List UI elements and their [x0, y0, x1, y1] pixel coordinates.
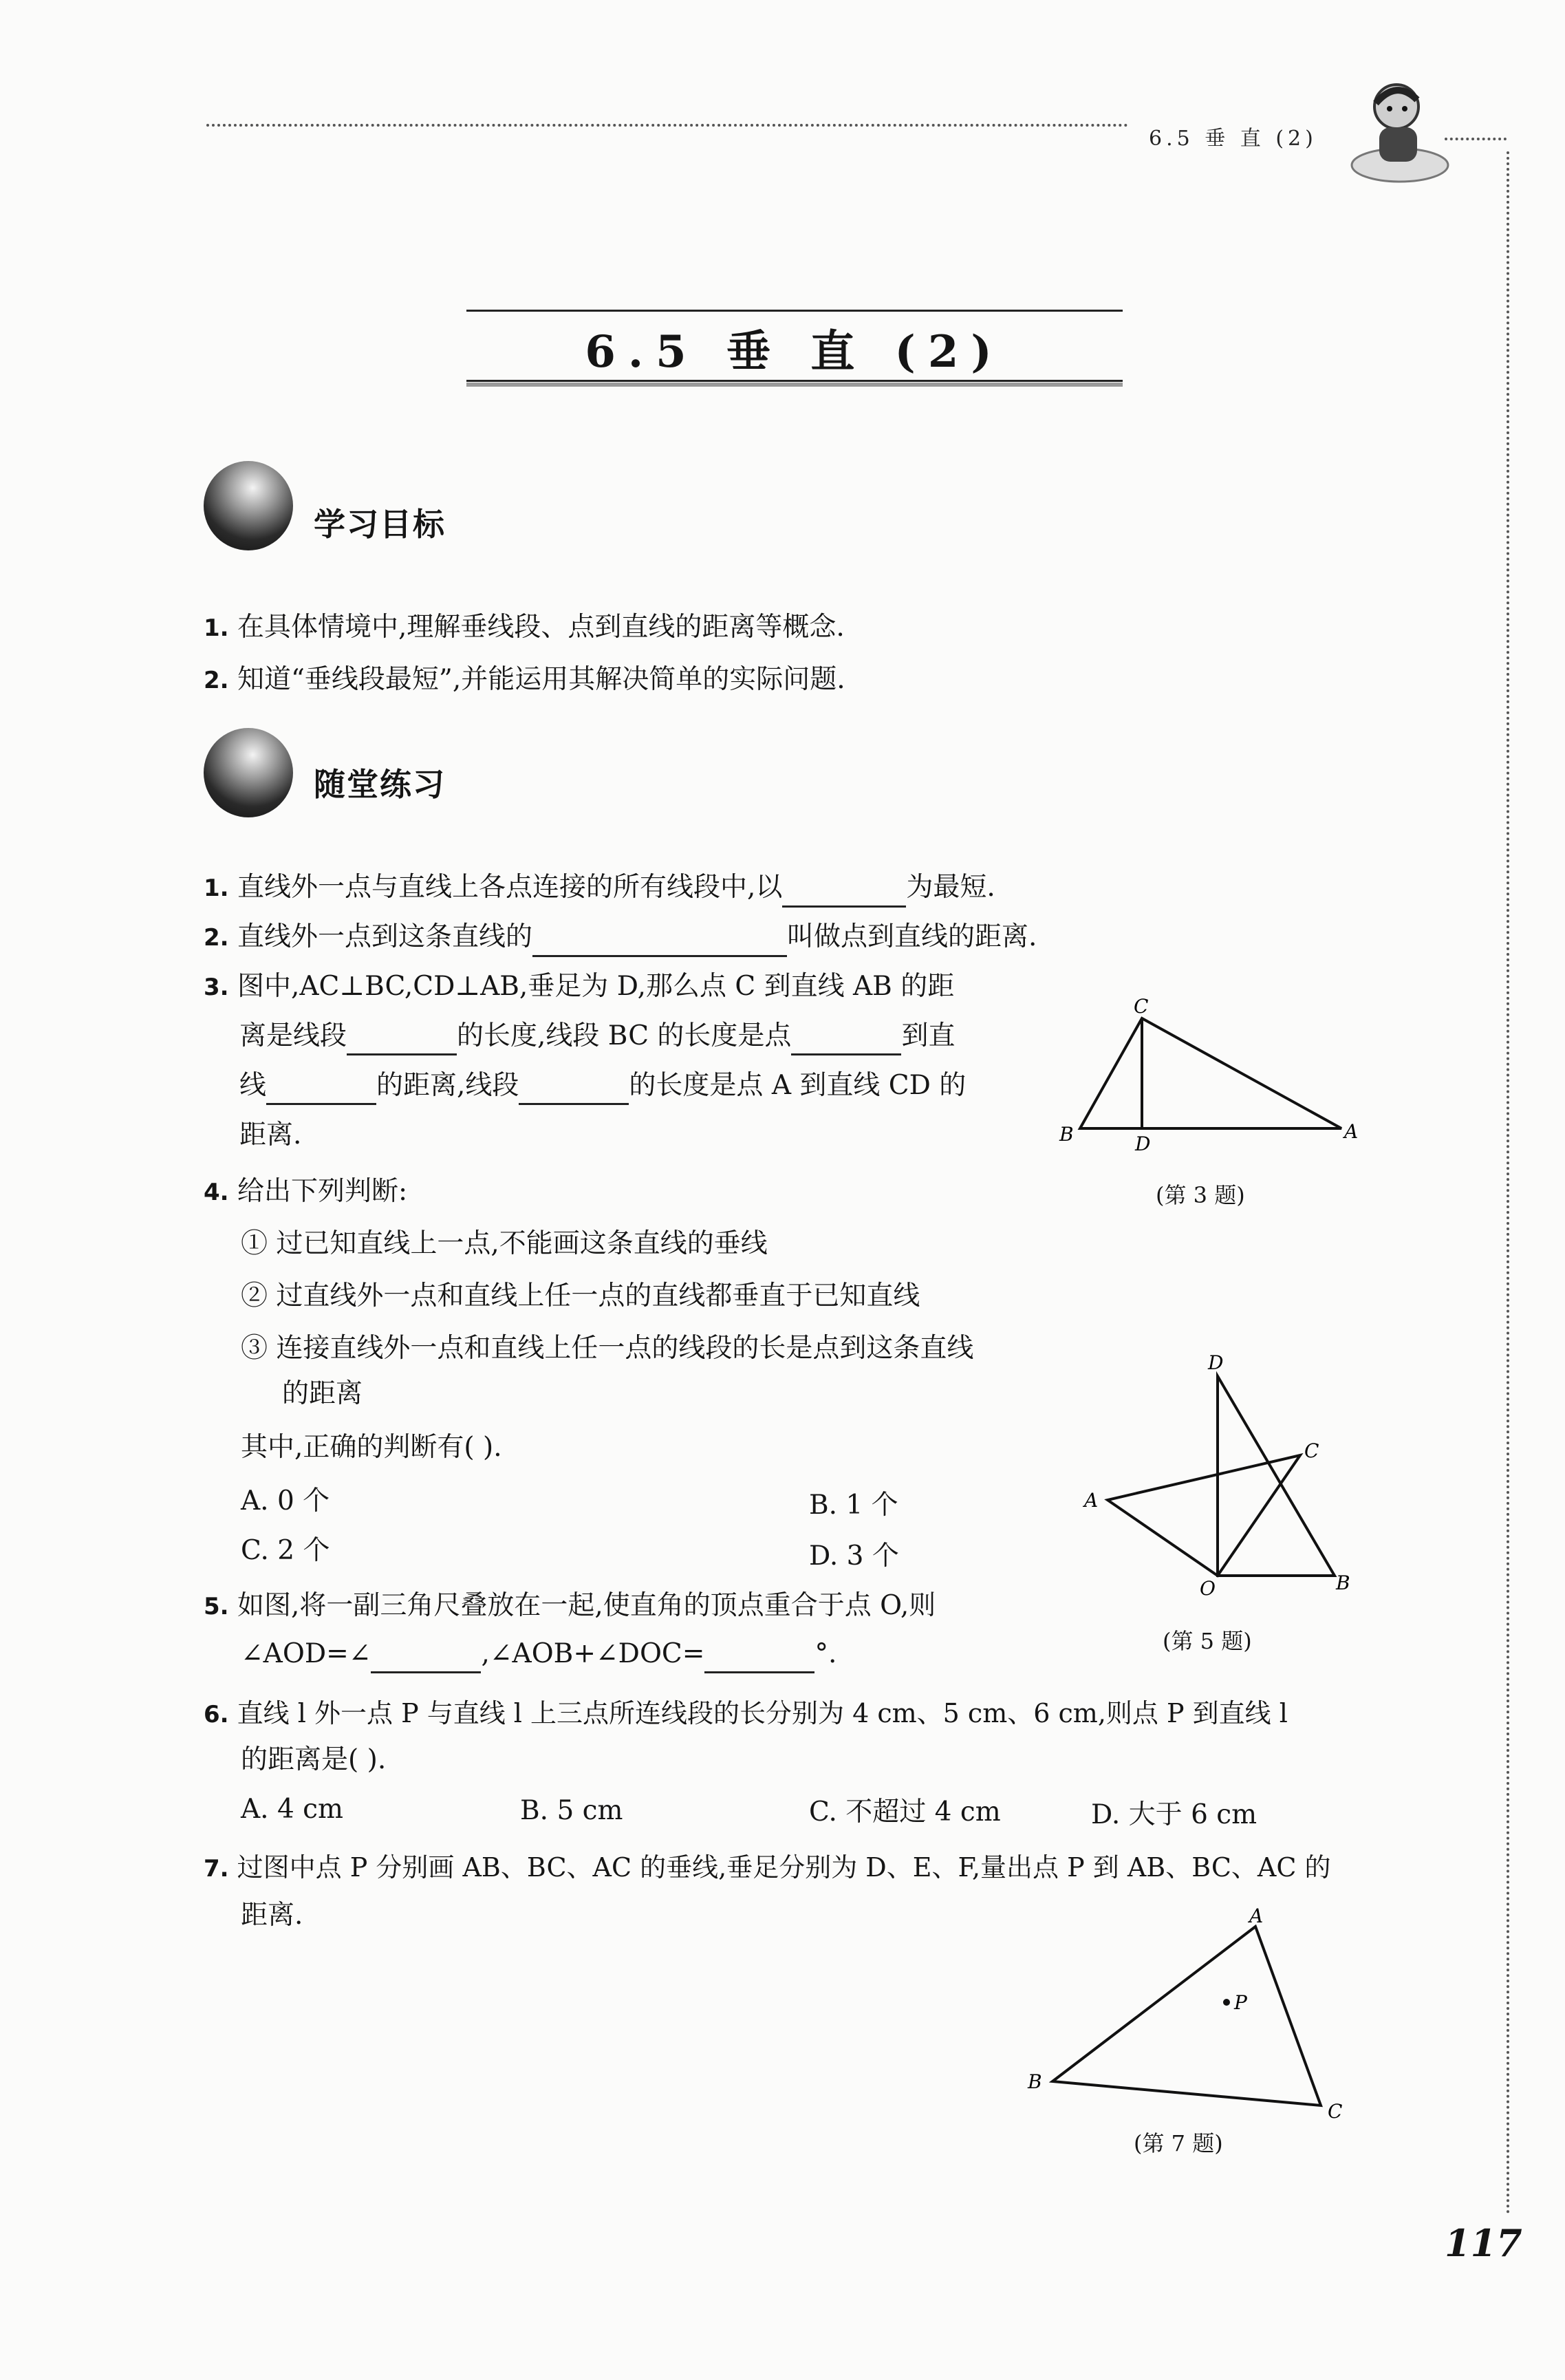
header-dotted-rule-left [206, 124, 1128, 127]
answer-blank[interactable] [519, 1073, 629, 1105]
question-3-line-2 [239, 1017, 955, 1055]
mascot-icon [1348, 76, 1451, 193]
margin-dotted-rule [1507, 151, 1509, 2216]
page-number: 117 [1445, 2221, 1522, 2265]
question-text: 为最短. [906, 872, 995, 903]
answer-blank[interactable] [266, 1073, 376, 1105]
label-B: B [1336, 1572, 1350, 1594]
running-header: 6.5 垂 直 (2) [1149, 127, 1317, 151]
option-A[interactable]: A. 0 个 [241, 1486, 330, 1516]
question-number: 1. [204, 875, 229, 902]
goal-text: 知道“垂线段最短”,并能运用其解决简单的实际问题. [237, 664, 845, 695]
question-text: ∠AOD=∠ [241, 1638, 371, 1669]
question-text: 到直 [901, 1020, 956, 1051]
question-4-ask: 其中,正确的判断有( ). [241, 1432, 502, 1463]
question-text: 距离. [239, 1119, 302, 1150]
question-text: ,∠AOB+∠DOC= [481, 1638, 705, 1669]
label-P: P [1234, 1991, 1247, 2014]
answer-blank[interactable] [791, 1023, 901, 1055]
figure-q3-caption: (第 3 题) [1156, 1182, 1245, 1208]
figure-q5-caption: (第 5 题) [1163, 1628, 1252, 1654]
question-number: 2. [204, 924, 229, 952]
option-D[interactable]: D. 大于 6 cm [1091, 1799, 1258, 1830]
goal-num: 2. [204, 667, 229, 694]
question-number: 5. [204, 1593, 229, 1620]
question-text: 的距离,线段 [376, 1070, 519, 1101]
label-D: D [1135, 1133, 1151, 1155]
option-C[interactable]: C. 不超过 4 cm [809, 1797, 1001, 1827]
answer-blank[interactable] [347, 1023, 457, 1055]
question-3-line-4 [239, 1116, 301, 1155]
label-B: B [1028, 2070, 1042, 2093]
judgment-3-line-1: ③ 连接直线外一点和直线上任一点的线段的长是点到这条直线 [241, 1333, 974, 1364]
question-text: 叫做点到直线的距离. [787, 921, 1037, 952]
question-text: 离是线段 [239, 1020, 347, 1051]
label-O: O [1200, 1577, 1216, 1600]
label-D: D [1208, 1351, 1224, 1374]
label-A: A [1344, 1120, 1359, 1143]
title-rule-top [466, 310, 1123, 312]
question-text: 直线外一点到这条直线的 [237, 921, 532, 952]
answer-blank[interactable] [782, 875, 906, 908]
question-text: 过图中点 P 分别画 AB、BC、AC 的垂线,垂足分别为 D、E、F,量出点 P 到 AB、BC、AC 的 [237, 1852, 1331, 1883]
label-A: A [1084, 1489, 1099, 1512]
question-text: 如图,将一副三角尺叠放在一起,使直角的顶点重合于点 O,则 [237, 1590, 936, 1621]
answer-blank[interactable] [704, 1641, 814, 1673]
question-text: °. [814, 1638, 837, 1669]
question-text: 图中,AC⊥BC,CD⊥AB,垂足为 D,那么点 C 到直线 AB 的距 [237, 971, 955, 1002]
goal-item-2 [204, 661, 845, 700]
question-4-stem [204, 1172, 407, 1212]
question-text: 的长度是点 A 到直线 CD 的 [629, 1070, 967, 1101]
question-text: 线 [239, 1070, 267, 1101]
practice-heading: 随堂练习 [314, 766, 446, 803]
judgment-1: ① 过已知直线上一点,不能画这条直线的垂线 [241, 1228, 768, 1259]
label-B: B [1059, 1123, 1074, 1146]
question-6-line-2: 的距离是( ). [241, 1744, 387, 1775]
question-text: 直线 l 外一点 P 与直线 l 上三点所连线段的长分别为 4 cm、5 cm、6 cm,则点 P 到直线 l [237, 1698, 1288, 1728]
judgment-3-line-2: 的距离 [282, 1378, 363, 1409]
label-C: C [1134, 995, 1149, 1018]
question-1 [204, 868, 995, 908]
label-C: C [1328, 2100, 1343, 2119]
option-A[interactable]: A. 4 cm [241, 1794, 343, 1825]
figure-q3-triangle [1053, 991, 1369, 1163]
goal-text: 在具体情境中,理解垂线段、点到直线的距离等概念. [237, 612, 845, 643]
question-number: 3. [204, 974, 229, 1001]
question-6-line-1 [204, 1694, 1288, 1734]
question-2 [204, 918, 1037, 957]
question-3-line-1 [204, 967, 954, 1007]
answer-blank[interactable] [532, 925, 787, 957]
judgment-2: ② 过直线外一点和直线上任一点的直线都垂直于已知直线 [241, 1280, 920, 1311]
header-dotted-rule-right [1445, 138, 1507, 140]
practice-globe-icon [204, 728, 293, 817]
option-D[interactable]: D. 3 个 [809, 1541, 899, 1572]
label-C: C [1304, 1439, 1319, 1462]
question-number: 7. [204, 1855, 229, 1883]
question-text: 给出下列判断: [237, 1176, 408, 1207]
question-number: 6. [204, 1701, 229, 1728]
option-B[interactable]: B. 1 个 [809, 1490, 898, 1521]
goal-num: 1. [204, 614, 229, 642]
label-A: A [1249, 1905, 1264, 1927]
goal-item-1 [204, 608, 845, 647]
question-5-line-1 [204, 1587, 936, 1626]
section-title: 6.5 垂 直 (2) [585, 326, 1004, 378]
goals-globe-icon [204, 461, 293, 550]
option-B[interactable]: B. 5 cm [520, 1795, 623, 1826]
figure-q7-triangle [1018, 1899, 1376, 2119]
figure-q7-caption: (第 7 题) [1134, 2130, 1223, 2156]
title-shadow [466, 383, 1123, 387]
question-text: 直线外一点与直线上各点连接的所有线段中,以 [237, 872, 783, 903]
question-text: 的长度,线段 BC 的长度是点 [457, 1020, 792, 1051]
goals-heading: 学习目标 [314, 506, 446, 543]
question-3-line-3 [239, 1066, 966, 1105]
question-number: 4. [204, 1179, 229, 1206]
figure-q5-set-squares [1073, 1349, 1376, 1610]
question-5-line-2 [241, 1635, 837, 1673]
option-C[interactable]: C. 2 个 [241, 1535, 330, 1566]
answer-blank[interactable] [371, 1641, 481, 1673]
question-7-line-2: 距离. [241, 1900, 303, 1931]
title-rule-bottom [466, 380, 1123, 382]
question-7-line-1 [204, 1848, 1331, 1888]
